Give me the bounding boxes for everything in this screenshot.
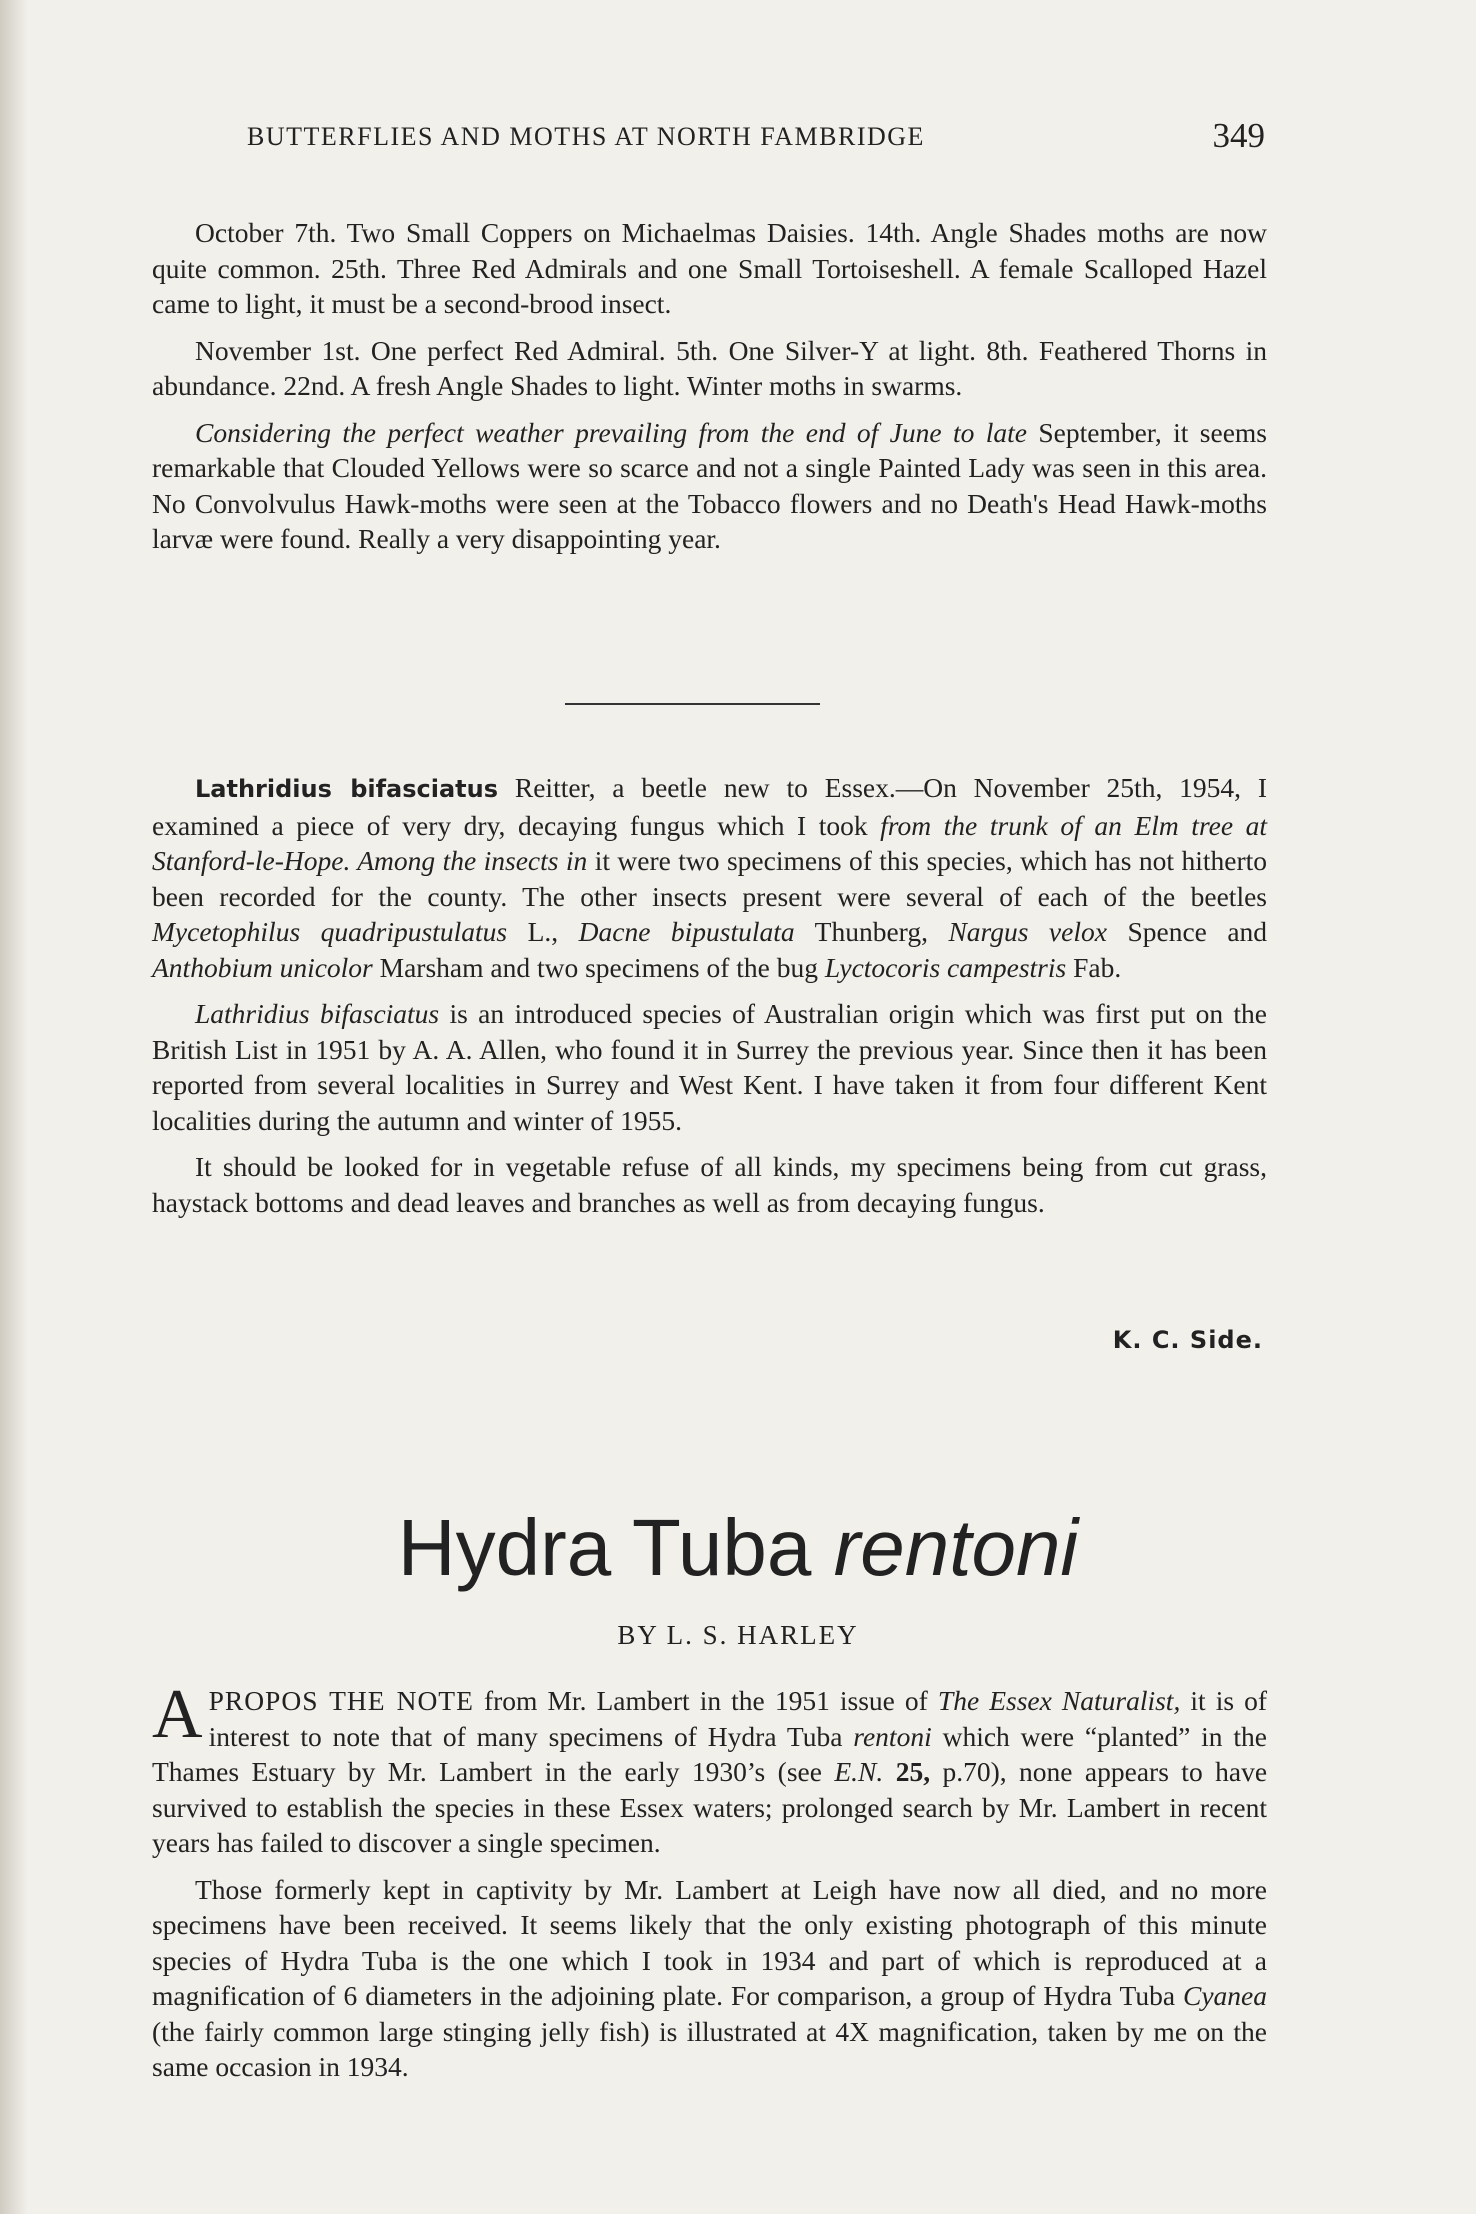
diary-summary-lead: Considering the perfect weather prevailing from the end of June to late <box>195 416 1027 448</box>
note-species-2-authority: Thunberg, <box>814 916 928 947</box>
diary-summary <box>152 415 1267 557</box>
article-body <box>152 1676 1268 2085</box>
note-p1-italic: from the trunk of an Elm tree at Stanford-le-Hope. Among the insects in <box>152 809 1267 876</box>
note-species-5-authority: Fab. <box>1073 951 1122 983</box>
note-species-4-authority: Marsham and two specimens of the bug <box>379 951 819 983</box>
article-para-1 <box>152 1676 1268 1861</box>
drop-cap: A <box>152 1676 203 1753</box>
note-species-3-authority: Spence and <box>1127 916 1268 947</box>
note-p1-rest: it were two specimens of this species, which has not hitherto been recorded for the county. The other insects present were several of each of the beetles <box>152 845 1267 912</box>
beetle-note <box>152 770 1267 1220</box>
article-lead-smallcaps: PROPOS THE NOTE <box>208 1685 474 1716</box>
note-p2-rest: is an introduced species of Australian origin which was first put on the British List in 1951 by A. A. Allen, who found it in Surrey the previous year. Since then it has been reported from several localities in Surrey and West Kent. I have taken it from four different Kent localities during the autumn and winter of 1955. <box>152 998 1268 1136</box>
article-p1-volume: 25, <box>895 1756 931 1787</box>
article-p2-a: Those formerly kept in captivity by Mr. Lambert at Leigh have now all died, and no more specimens have been received. It seems likely that the only existing photograph of this minute species of Hydra Tuba is the one which I took in 1934 and part of which is reproduced at a magnification of 6 diameters in the adjoining plate. For comparison, a group of Hydra Tuba <box>152 1873 1267 2011</box>
article-p1-en: E.N. <box>834 1756 884 1787</box>
article-para-2 <box>152 1872 1267 2085</box>
page-number: 349 <box>1212 116 1265 155</box>
diary-october: October 7th. Two Small Coppers on Michaelmas Daisies. 14th. Angle Shades moths are now quite common. 25th. Three Red Admirals and one Small Tortoiseshell. A female Scalloped Hazel came to light, it must be a second-brood insect. <box>152 217 1267 319</box>
note-species-2: Dacne bipustulata <box>578 916 795 947</box>
diary-summary-rest: September, it seems remarkable that Clouded Yellows were so scarce and not a single Painted Lady was seen in this area. No Convolvulus Hawk-moths were seen at the Tobacco flowers and no Death's Head Hawk-moths larvæ were found. Really a very disappointing year. <box>152 416 1267 554</box>
article-title-main: Hydra Tuba <box>397 1503 812 1592</box>
article-p1-c: which were “planted” in the Thames Estuary by Mr. Lambert in the early 1930’s (see <box>152 1720 1267 1787</box>
note-species-1-authority: L., <box>527 916 559 947</box>
diary-section <box>152 215 1267 557</box>
page-edge-shadow <box>0 0 28 2214</box>
article-p2-cyanea: Cyanea <box>1183 1980 1268 2011</box>
running-header <box>247 116 1265 155</box>
article-journal-name: The Essex Naturalist, <box>937 1685 1181 1716</box>
article-p1-rentoni: rentoni <box>853 1720 932 1752</box>
article-title-italic: rentoni <box>833 1503 1079 1592</box>
article-p1-b: it is of interest to note that of many specimens of Hydra Tuba <box>208 1685 1268 1752</box>
note-title-rest: Reitter, a beetle new to Essex.—On November 25th, 1954, I examined a piece of very dry, decaying fungus which I took <box>152 772 1268 841</box>
note-species-5: Lyctocoris campestris <box>824 951 1067 983</box>
note-species-heading: Lathridius bifasciatus <box>195 775 499 803</box>
note-signature: K. C. Side. <box>1112 1326 1263 1354</box>
note-species-4: Anthobium unicolor <box>152 951 373 983</box>
note-para-2 <box>152 996 1267 1138</box>
article-title <box>0 1500 1476 1596</box>
article-p2-b: (the fairly common large stinging jelly fish) is illustrated at 4X magnification, taken by me on the same occasion in 1934. <box>152 2015 1267 2082</box>
article-byline: BY L. S. HARLEY <box>617 1620 859 1650</box>
running-title: BUTTERFLIES AND MOTHS AT NORTH FAMBRIDGE <box>247 122 925 151</box>
diary-november: November 1st. One perfect Red Admiral. 5th. One Silver-Y at light. 8th. Feathered Thorns in abundance. 22nd. A fresh Angle Shades to light. Winter moths in swarms. <box>152 334 1267 401</box>
note-p2-species: Lathridius bifasciatus <box>195 998 440 1029</box>
article-p1-a: from Mr. Lambert in the 1951 issue of <box>483 1685 928 1716</box>
note-para-1 <box>152 770 1267 985</box>
article-p1-d: p.70), none appears to have survived to establish the species in these Essex waters; prolonged search by Mr. Lambert in recent years has failed to discover a single specimen. <box>152 1756 1268 1858</box>
note-para-3: It should be looked for in vegetable refuse of all kinds, my specimens being from cut grass, haystack bottoms and dead leaves and branches as well as from decaying fungus. <box>152 1151 1267 1218</box>
note-species-1: Mycetophilus quadripustulatus <box>152 916 508 947</box>
section-divider <box>565 703 820 705</box>
note-species-3: Nargus velox <box>948 916 1107 947</box>
